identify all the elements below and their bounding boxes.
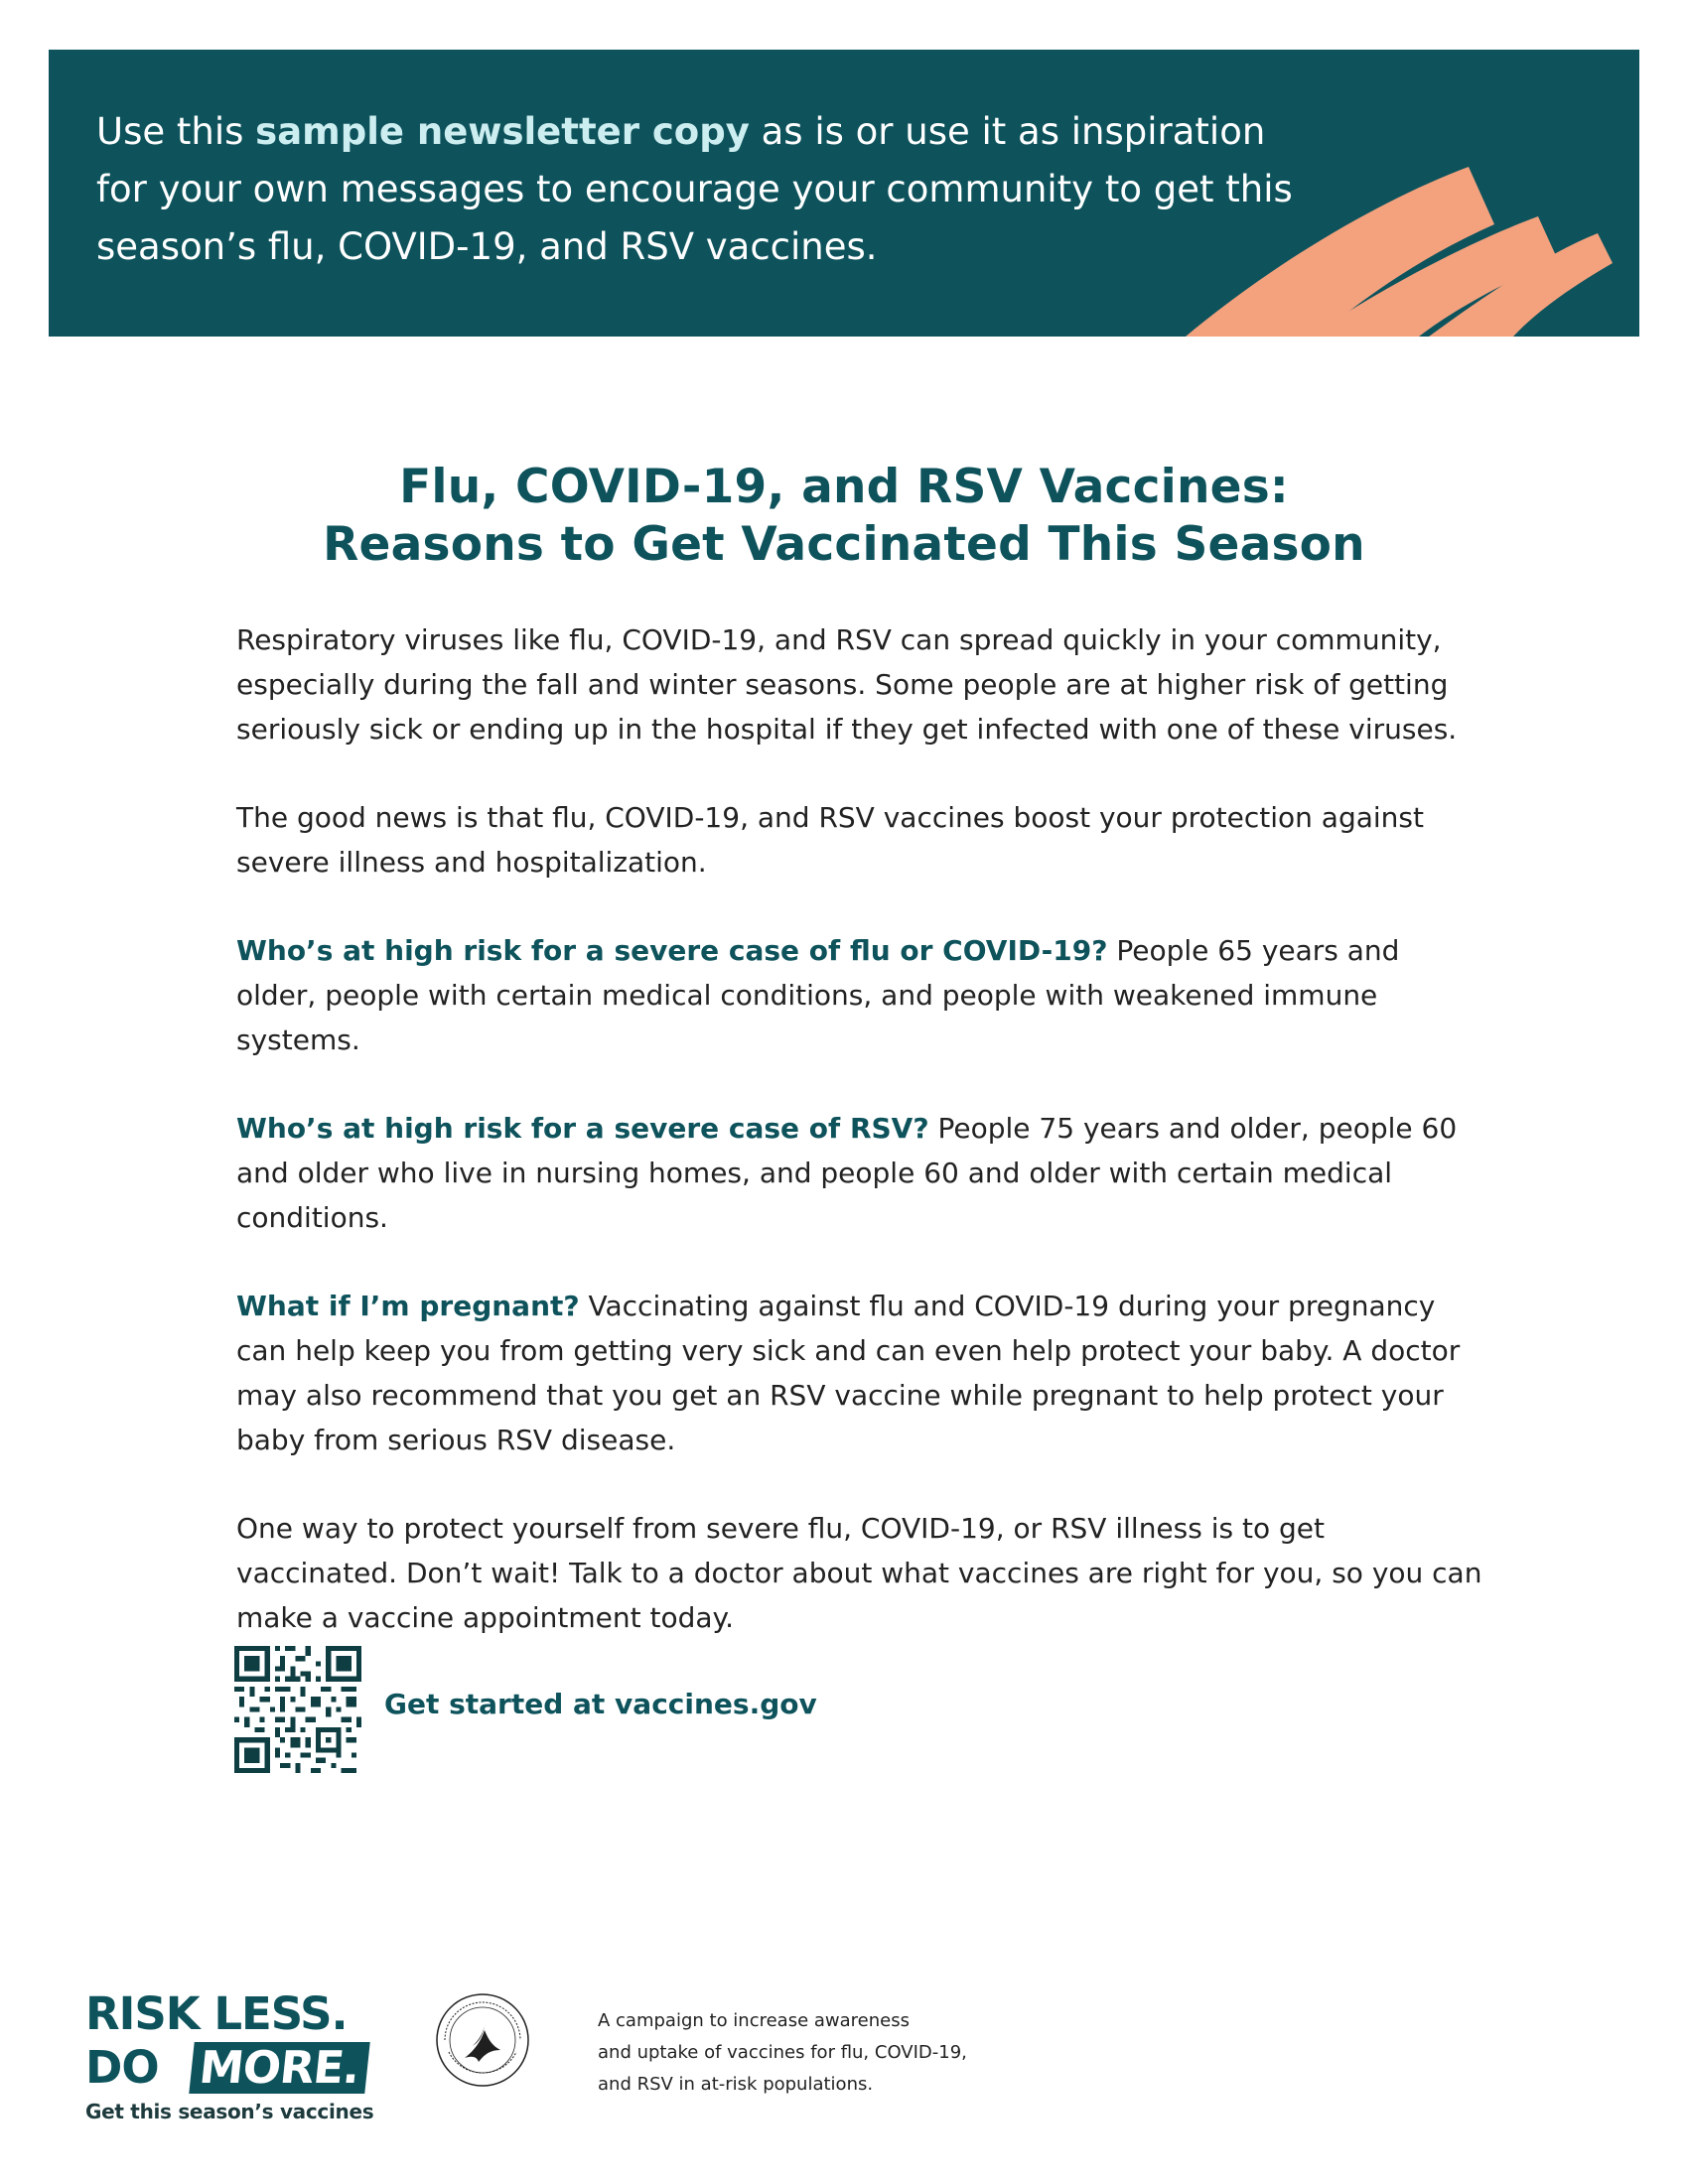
vaccines-gov-link[interactable]: Get started at vaccines.gov xyxy=(384,1688,817,1720)
campaign-line-1: A campaign to increase awareness xyxy=(598,2010,910,2031)
article-body xyxy=(236,617,1487,1684)
paragraph-intro: Respiratory viruses like flu, COVID-19, and RSV can spread quickly in your community, especially during the fall and winter seasons. Some people are at higher risk of getting seriously sick or ending up in the hospital if they get infected with one of these viruses. xyxy=(236,623,1458,746)
paragraph-flu-covid-risk xyxy=(236,928,1487,1062)
banner-text-start: Use this xyxy=(96,110,256,153)
answer-rsv: People 75 years and older, people 60 and older who live in nursing homes, and people 60 and older with certain medical conditions. xyxy=(236,1112,1458,1234)
logo-do: DO xyxy=(85,2041,159,2094)
question-flu-covid: Who’s at high risk for a severe case of flu or COVID-19? xyxy=(236,934,1108,967)
logo-more: MORE. xyxy=(189,2042,369,2094)
campaign-description xyxy=(598,2005,1025,2101)
title-line-2: Reasons to Get Vaccinated This Season xyxy=(323,517,1365,572)
decorative-swoosh xyxy=(49,50,1639,337)
qr-code-icon[interactable] xyxy=(234,1646,361,1773)
answer-pregnant: Vaccinating against flu and COVID-19 during your pregnancy can help keep you from getting very sick and can even help protect your baby. A doctor may also recommend that you get an RSV vaccine while pregnant to help protect your baby from serious RSV disease. xyxy=(236,1290,1461,1456)
campaign-logo xyxy=(85,1987,403,2123)
title-line-1: Flu, COVID-19, and RSV Vaccines: xyxy=(399,460,1289,514)
logo-tagline: Get this season’s vaccines xyxy=(85,2100,374,2123)
hhs-seal-icon xyxy=(435,1992,530,2088)
campaign-line-2: and uptake of vaccines for flu, COVID-19, xyxy=(598,2042,967,2063)
banner-highlight: sample newsletter copy xyxy=(255,110,750,153)
page-title xyxy=(149,459,1539,574)
campaign-line-3: and RSV in at-risk populations. xyxy=(598,2074,874,2095)
question-pregnant: What if I’m pregnant? xyxy=(236,1290,580,1322)
question-rsv: Who’s at high risk for a severe case of RSV? xyxy=(236,1112,929,1145)
banner-text-end: as is or use it as inspiration for your own messages to encourage your community to get this season’s flu, COVID-19, and RSV vaccines. xyxy=(96,110,1293,268)
answer-flu-covid: People 65 years and older, people with certain medical conditions, and people with weakened immune systems. xyxy=(236,934,1400,1056)
paragraph-closing: One way to protect yourself from severe flu, COVID-19, or RSV illness is to get vaccinated. Don’t wait! Talk to a doctor about what vaccines are right for you, so you can make a vaccine appointment today. xyxy=(236,1512,1482,1634)
header-banner xyxy=(49,50,1639,337)
paragraph-rsv-risk xyxy=(236,1106,1487,1240)
paragraph-pregnant xyxy=(236,1284,1487,1462)
logo-line-1: RISK LESS. xyxy=(85,1987,348,2040)
paragraph-good-news: The good news is that flu, COVID-19, and RSV vaccines boost your protection against severe illness and hospitalization. xyxy=(236,801,1424,879)
